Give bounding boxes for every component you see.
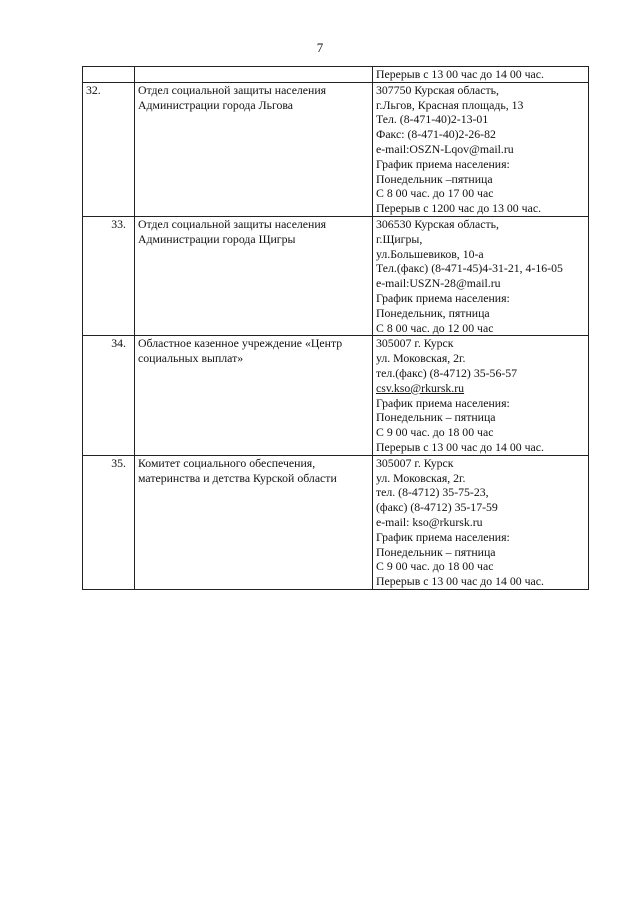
row-number: 34.: [83, 336, 135, 455]
row-number: 33.: [83, 216, 135, 335]
contact-info: [373, 336, 589, 455]
schedule-hours: С 8 00 час. до 12 00 час: [376, 320, 494, 335]
break-hours: Перерыв с 13 00 час до 14 00 час.: [376, 67, 544, 81]
organization-name: [135, 82, 373, 216]
row-number: 32.: [83, 82, 135, 216]
phone: Тел. (8-471-40)2-13-01: [376, 112, 489, 127]
schedule-hours: С 8 00 час. до 17 00 час: [376, 186, 494, 201]
email: e-mail:OSZN-Lqov@mail.ru: [376, 141, 514, 156]
org-line: Областное казенное учреждение «Центр: [138, 336, 343, 351]
organization-name: [135, 216, 373, 335]
address-line: 307750 Курская область,: [376, 82, 499, 97]
schedule-days: Понедельник, пятница: [376, 305, 490, 320]
organization-name: [135, 336, 373, 455]
schedule-hours: С 9 00 час. до 18 00 час: [376, 559, 494, 574]
schedule-days: Понедельник – пятница: [376, 410, 496, 425]
table-row-continuation: [83, 67, 589, 83]
phone-fax: тел.(факс) (8-4712) 35-56-57: [376, 365, 518, 380]
email-link[interactable]: csv.kso@rkursk.ru: [376, 380, 465, 395]
schedule-days: Понедельник – пятница: [376, 544, 496, 559]
phone: тел. (8-4712) 35-75-23,: [376, 485, 489, 500]
contact-info: [373, 67, 589, 83]
table-row: [83, 82, 589, 216]
page-number: 7: [316, 40, 324, 55]
fax: (факс) (8-4712) 35-17-59: [376, 500, 498, 515]
schedule-heading: График приема населения:: [376, 156, 510, 171]
org-line: Администрации города Щигры: [138, 231, 296, 246]
address-line: ул. Моковская, 2г.: [376, 351, 466, 366]
schedule-days: Понедельник –пятница: [376, 171, 493, 186]
break-hours: Перерыв с 1200 час до 13 00 час.: [376, 201, 542, 216]
org-line: Отдел социальной защиты населения: [138, 82, 327, 97]
org-line: материнства и детства Курской области: [138, 470, 337, 485]
address-line: 306530 Курская область,: [376, 216, 499, 231]
address-line: г.Щигры,: [376, 231, 423, 246]
address-line: ул.Большевиков, 10-а: [376, 246, 484, 261]
org-line: Администрации города Льгова: [138, 97, 294, 112]
contacts-table: [82, 66, 589, 590]
break-hours: Перерыв с 13 00 час до 14 00 час.: [376, 439, 544, 454]
contact-info: [373, 82, 589, 216]
contact-info: [373, 216, 589, 335]
contact-info: [373, 455, 589, 589]
org-line: Комитет социального обеспечения,: [138, 455, 316, 470]
email: e-mail: kso@rkursk.ru: [376, 514, 483, 529]
address-line: 305007 г. Курск: [376, 455, 454, 470]
org-line: социальных выплат»: [138, 351, 244, 366]
address-line: ул. Моковская, 2г.: [376, 470, 466, 485]
break-hours: Перерыв с 13 00 час до 14 00 час.: [376, 574, 544, 589]
row-number: 35.: [83, 455, 135, 589]
phone-fax: Тел.(факс) (8-471-45)4-31-21, 4-16-05: [376, 261, 563, 276]
fax: Факс: (8-471-40)2-26-82: [376, 127, 496, 142]
org-line: Отдел социальной защиты населения: [138, 216, 327, 231]
email: e-mail:USZN-28@mail.ru: [376, 276, 501, 291]
row-number: [83, 67, 135, 83]
address-line: г.Льгов, Красная площадь, 13: [376, 97, 524, 112]
organization-name: [135, 67, 373, 83]
address-line: 305007 г. Курск: [376, 336, 454, 351]
schedule-hours: С 9 00 час. до 18 00 час: [376, 425, 494, 440]
table-row: [83, 455, 589, 589]
schedule-heading: График приема населения:: [376, 529, 510, 544]
organization-name: [135, 455, 373, 589]
schedule-heading: График приема населения:: [376, 395, 510, 410]
table-row: [83, 216, 589, 335]
schedule-heading: График приема населения:: [376, 290, 510, 305]
table-row: [83, 336, 589, 455]
